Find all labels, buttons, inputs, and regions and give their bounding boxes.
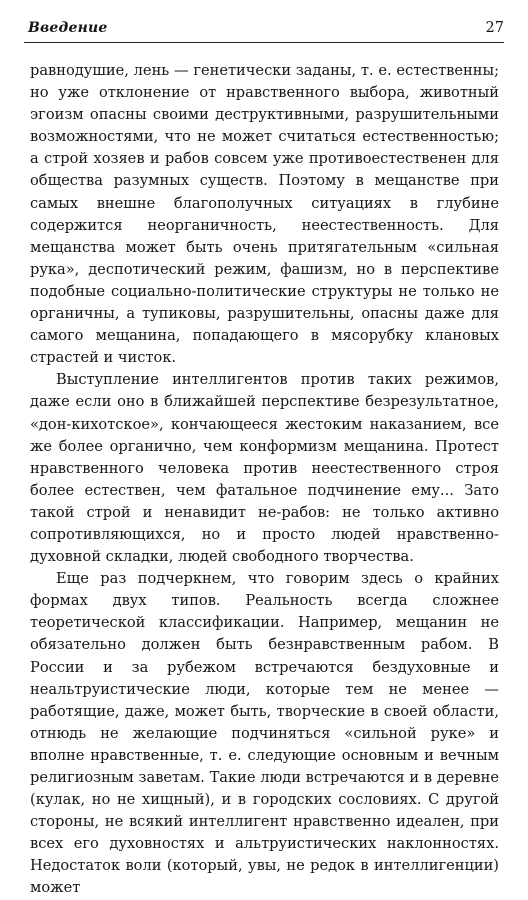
paragraph-1: равнодушие, лень — генетически заданы, т. е. естественны; но уже отклонение от нравственного выбора, животный эгоизм опасны своими деструктивными, разрушительными возможностями, что не может считаться естественностью; а строй хозяев и рабов совсем уже противоестественен для общества разумных существ. Поэтому в мещанстве при самых внешне благополучных ситуациях в глубине содержится неорганичность, неестественность. Для мещанства может быть очень притягательным «сильная рука», деспотический режим, фашизм, но в перспективе подобные социально-политические структуры не только не органичны, а тупиковы, разрушительны, опасны даже для самого мещанина, попадающего в мясорубку клановых страстей и чисток. [30, 62, 499, 367]
running-head: Введение [28, 20, 108, 36]
page-header [24, 18, 504, 43]
body-text [30, 60, 499, 900]
paragraph-2: Выступление интеллигентов против таких режимов, даже если оно в ближайшей перспективе безрезультатное, «дон-кихотское», кончающееся жестоким наказанием, все же более органично, чем конформизм мещанина. Протест нравственного человека против неестественного строя более естествен, чем фатальное подчинение ему... Зато такой строй и ненавидит не-рабов: не только активно сопротивляющихся, но и просто людей нравственно-духовной складки, людей свободного творчества. [30, 371, 499, 566]
paragraph-3: Еще раз подчеркнем, что говорим здесь о крайних формах двух типов. Реальность всегда сложнее теоретической классификации. Например, мещанин не обязательно должен быть безнравственным рабом. В России и за рубежом встречаются бездуховные и неальтруистические люди, которые тем не менее — работящие, даже, может быть, творческие в своей области, отнюдь не желающие подчиняться «сильной руке» и вполне нравственные, т. е. следующие основным и вечным религиозным заветам. Такие люди встречаются и в деревне (кулак, но не хищный), и в городских сословиях. С другой стороны, не всякий интеллигент нравственно идеален, при всех его духовностях и альтруистических наклонностях. Недостаток воли (который, увы, не редок в интеллигенции) может [30, 570, 499, 897]
page-number: 27 [485, 20, 504, 36]
